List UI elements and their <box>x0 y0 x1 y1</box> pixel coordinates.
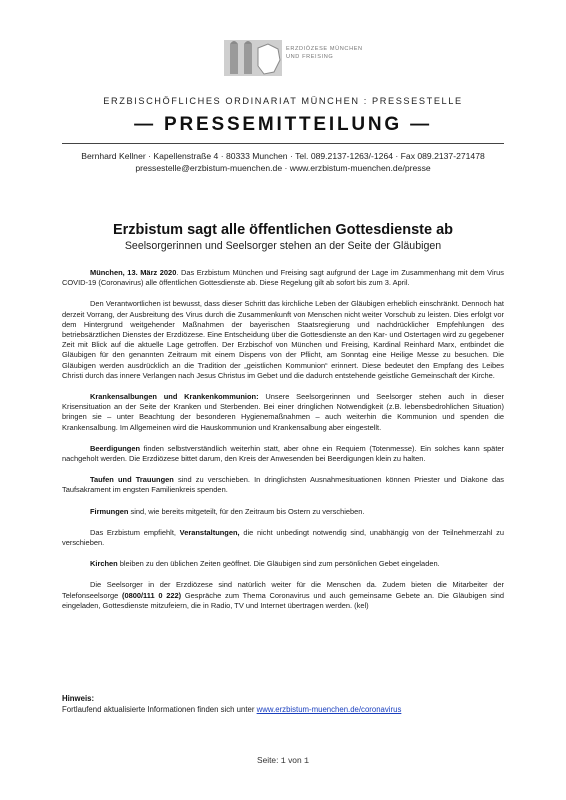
paragraph-keyword: Taufen und Trauungen <box>90 475 174 485</box>
paragraph-context: Den Verantwortlichen ist bewusst, dass dieser Schritt das kirchliche Leben der Gläubigen erheblich einschränkt. Dennoch hat derzeit Vorrang, der Ausbreitung des Virus durch die Zusammenkunft von Menschen nicht weiter Vorschub zu leisten. Dies erfolgt vor dem Hintergrund weitgehender Maßnahmen der bayerischen Staatsregierung und nachdrücklicher Empfehlungen des betriebsärztlichen Dienstes der Erzdiözese. Eine Entscheidung über die Gottesdienste an den Kar- und Ostertagen wird zu gegebener Zeit mit Blick auf die aktuelle Lage getroffen. Der Erzbischof von München und Freising, Kardinal Reinhard Marx, entbindet die Gläubigen für den genannten Zeitraum mit einem Dispens von der Pflicht, am Sonntag eine Heilige Messe zu besuchen. Die Gläubigen werden ausdrücklich an die Tradition der „geistlichen Kommunion“ erinnert. Diese bedeutet den Empfang des Leibes Christi durch das innere Verlangen nach Jesus Christus im Gebet und die dadurch entstehende geistliche Gemeinschaft der Kirche. <box>62 299 504 380</box>
office-heading: ERZBISCHÖFLICHES ORDINARIAT MÜNCHEN : PRESSESTELLE <box>103 96 463 106</box>
paragraph-keyword: Kirchen <box>90 559 118 569</box>
diocese-logo <box>224 40 394 80</box>
subheadline: Seelsorgerinnen und Seelsorger stehen an der Seite der Gläubigen <box>124 240 442 252</box>
paragraph-keyword: Firmungen <box>90 506 129 516</box>
page-footer <box>0 755 566 766</box>
header-divider <box>62 143 504 144</box>
page-total: 1 <box>303 756 309 766</box>
paragraph-text: . Das Erzbistum München und Freising sagt aufgrund der Lage im Zusammenhang mit dem Virus COVID-19 (Coronavirus) alle öffentlichen Gottesdienste ab. Diese Regelung gilt ab sofort bis zum 3. April. <box>62 268 504 288</box>
paragraph-text: die nicht unbedingt notwendig sind, unabhängig von der Teilnehmerzahl zu verschieben. <box>62 527 505 548</box>
paragraph-dateline <box>62 268 504 288</box>
contact-web: pressestelle@erzbistum-muenchen.de · www.erzbistum-muenchen.de/presse <box>135 163 431 173</box>
paragraph-text: sind, wie bereits mitgeteilt, für den Zeitraum bis Ostern zu verschieben. <box>128 506 365 516</box>
hint-section <box>62 694 512 715</box>
paragraph-funerals <box>62 444 504 464</box>
diocese-logo-image <box>224 40 282 76</box>
coronavirus-info-link[interactable]: www.erzbistum-muenchen.de/coronavirus <box>256 704 402 714</box>
paragraph-text: finden selbstverständlich weiterhin statt, aber ohne ein Requiem (Totenmesse). Ein solches kann später nachgeholt werden. Die Erzdiözese bittet darum, den Kreis der Anwesenden bei Beerdigungen klein zu halten. <box>62 443 504 464</box>
paragraph-keyword: Veranstaltungen, <box>179 527 240 537</box>
paragraph-text: sind zu verschieben. In dringlichsten Ausnahmesituationen können Priester und Diakone das Taufsakrament im engsten Familienkreis spenden. <box>62 475 504 495</box>
press-release-title: — PRESSEMITTEILUNG — <box>134 114 432 135</box>
paragraph-text: Gespräche zum Thema Coronavirus und auch gemeinsame Gebete an. Die Gläubigen sind eingeladen, Gottesdienste mitzufeiern, die in Radio, TV und Internet übertragen werden. (kel) <box>62 590 505 610</box>
hint-text: Fortlaufend aktualisierte Informationen finden sich unter <box>62 704 257 714</box>
contact-address: Bernhard Kellner · Kapellenstraße 4 · 80333 Munchen · Tel. 089.2137-1263/-1264 · Fax 089.2137-271478 <box>81 151 485 161</box>
dateline: München, 13. März 2020 <box>90 268 177 277</box>
headline: Erzbistum sagt alle öffentlichen Gottesdienste ab <box>112 222 453 238</box>
paragraph-confirmations <box>62 507 504 517</box>
hotline-number: (0800/111 0 222) <box>121 590 182 600</box>
paragraph-text-pre: Die Seelsorger in der Erzdiözese sind natürlich weiter für die Menschen da. Zudem bieten die Mitarbeiter der Telefonseelsorge <box>62 580 504 600</box>
article-body <box>62 268 504 622</box>
page-separator: von <box>285 755 304 765</box>
paragraph-sick-care <box>62 392 504 433</box>
paragraph-keyword: Beerdigungen <box>90 443 140 453</box>
paragraph-text: Unsere Seelsorgerinnen und Seelsorger stehen auch in dieser Krisensituation an der Seite der Kranken und Sterbenden. Bei einer dringlichen Notwendigkeit (z.B. lebensbedrohlichen Situation) bringen sie – unter Beachtung der besonderen Hygienemaßnahmen – auch weiterhin die Kommunion und spenden die Krankensalbung. Im Allgemeinen wird die Hauskommunion und Krankensalbung aber eingestellt. <box>62 392 504 432</box>
logo-line-1: ERZDIÖZESE MÜNCHEN <box>286 46 363 52</box>
page-number: 1 <box>280 756 286 766</box>
paragraph-keyword: Krankensalbungen und Krankenkommunion: <box>90 392 259 402</box>
paragraph-events <box>62 528 504 548</box>
logo-line-2: UND FREISING <box>286 54 334 60</box>
page-label: Seite: <box>257 755 281 765</box>
hint-title: Hinweis: <box>62 694 95 703</box>
paragraph-text-pre: Das Erzbistum empfiehlt, <box>90 527 180 537</box>
paragraph-pastoral <box>62 580 504 611</box>
paragraph-churches <box>62 559 504 569</box>
paragraph-baptisms <box>62 475 504 495</box>
paragraph-text: bleiben zu den üblichen Zeiten geöffnet. Die Gläubigen sind zum persönlichen Gebet eingeladen. <box>117 559 440 569</box>
